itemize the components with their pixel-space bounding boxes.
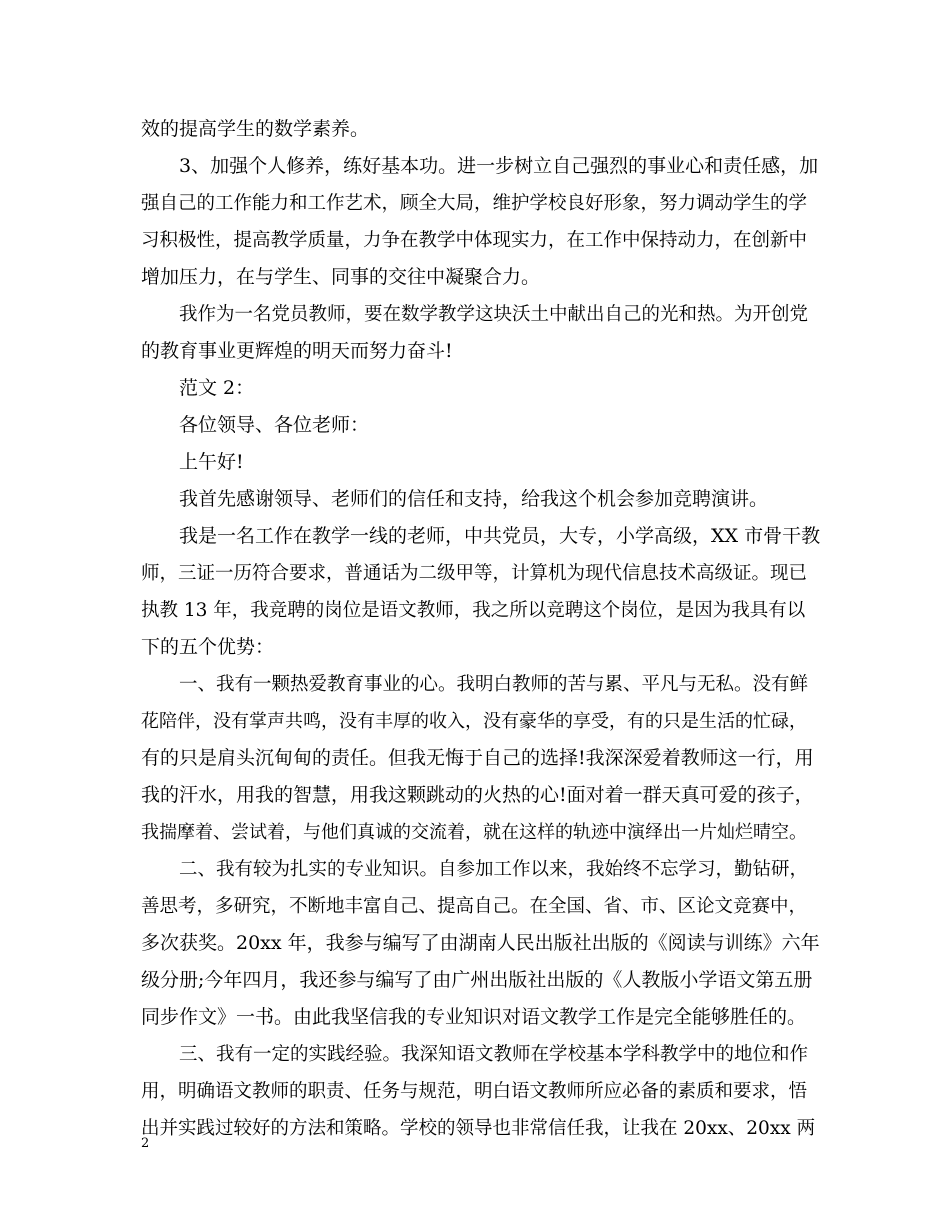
text-line: 下的五个优势： [141,636,275,658]
text-line: 各位领导、各位老师： [179,414,370,436]
text-line: 执教 13 年，我竞聘的岗位是语文教师，我之所以竞聘这个岗位，是因为我具有以 [141,600,806,621]
text-line: 范文 2： [179,377,255,399]
text-line: 我是一名工作在教学一线的老师，中共党员，大专，小学高级，XX 市骨干教 [179,525,821,547]
text-line: 习积极性，提高教学质量，力争在教学中体现实力，在工作中保持动力，在创新中 [141,230,808,251]
text-line: 一、我有一颗热爱教育事业的心。我明白教师的苦与累、平凡与无私。没有鲜 [179,674,809,695]
text-line: 花陪伴，没有掌声共鸣，没有丰厚的收入，没有豪华的享受，有的只是生活的忙碌， [141,711,807,732]
text-line: 三、我有一定的实践经验。我深知语文教师在学校基本学科教学中的地位和作 [179,1044,809,1065]
text-line: 用，明确语文教师的职责、任务与规范，明白语文教师所应必备的素质和要求，悟 [141,1081,808,1102]
text-line: 师，三证一历符合要求，普通话为二级甲等，计算机为现代信息技术高级证。现已 [141,563,808,584]
text-line: 增加压力，在与学生、同事的交往中凝聚合力。 [141,266,541,288]
text-line: 我揣摩着、尝试着，与他们真诚的交流着，就在这样的轨迹中演绎出一片灿烂晴空。 [141,822,807,843]
text-line: 善思考，多研究，不断地丰富自己、提高自己。在全国、省、市、区论文竞赛中， [141,896,808,917]
page-number: 2 [141,1136,150,1151]
text-line: 有的只是肩头沉甸甸的责任。但我无悔于自己的选择!我深深爱着教师这一行，用 [141,747,814,769]
text-line: 我的汗水，用我的智慧，用我这颗跳动的火热的心!面对着一群天真可爱的孩子， [141,784,814,806]
text-line: 的教育事业更辉煌的明天而努力奋斗! [141,340,453,362]
text-line: 3、加强个人修养，练好基本功。进一步树立自己强烈的事业心和责任感，加 [179,155,819,177]
text-line: 出并实践过较好的方法和策略。学校的领导也非常信任我，让我在 20xx、20xx 两 [141,1118,816,1139]
text-line: 级分册;今年四月，我还参与编写了由广州出版社出版的《人教版小学语文第五册 [141,969,813,991]
text-line: 多次获奖。20xx 年，我参与编写了由湖南人民出版社出版的《阅读与训练》六年 [141,932,820,954]
text-line: 强自己的工作能力和工作艺术，顾全大局，维护学校良好形象，努力调动学生的学 [141,193,808,214]
text-line: 二、我有较为扎实的专业知识。自参加工作以来，我始终不忘学习，勤钻研， [179,859,809,880]
text-line: 效的提高学生的数学素养。 [141,118,370,140]
text-line: 同步作文》一书。由此我坚信我的专业知识对语文教学工作是完全能够胜任的。 [141,1006,807,1028]
text-line: 我首先感谢领导、老师们的信任和支持，给我这个机会参加竞聘演讲。 [179,488,769,510]
text-line: 我作为一名党员教师，要在数学教学这块沃土中献出自己的光和热。为开创党 [179,304,809,325]
text-line: 上午好! [179,451,244,473]
document-body [141,111,821,1147]
